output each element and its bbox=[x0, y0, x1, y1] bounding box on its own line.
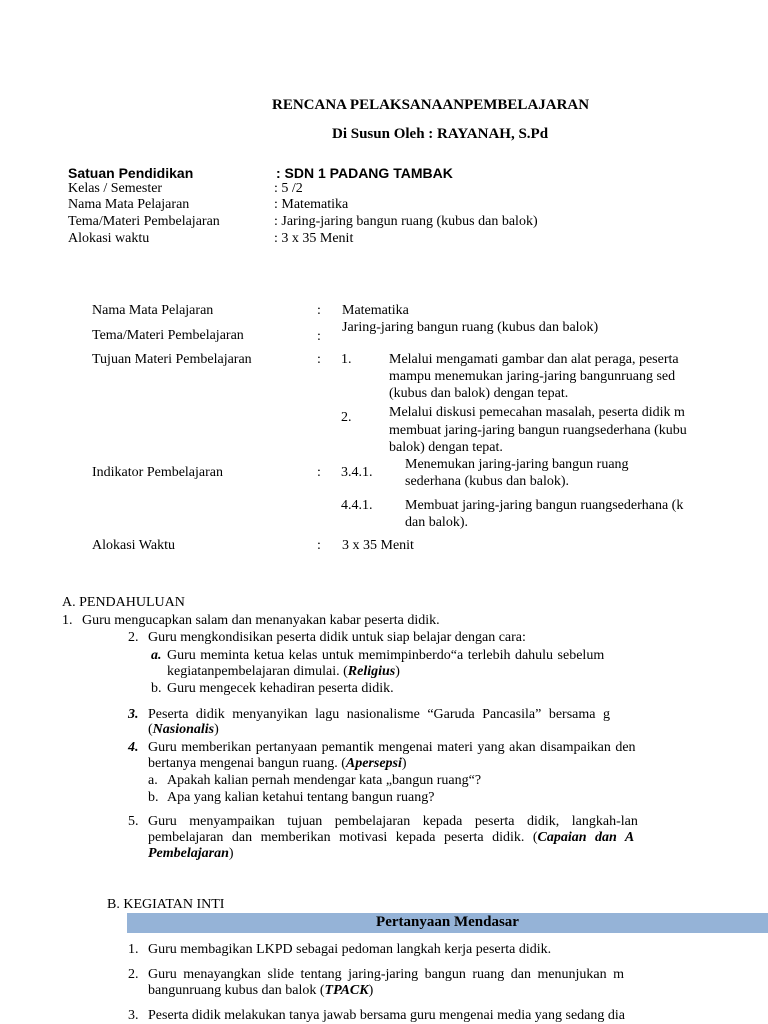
indicator-number: 4.4.1. bbox=[341, 498, 373, 513]
character-tag: Capaian dan A bbox=[537, 830, 635, 845]
section-band bbox=[127, 913, 768, 933]
character-tag: Nasionalis bbox=[152, 722, 215, 737]
indicator-line: Membuat jaring-jaring bangun ruangsederhana (k bbox=[405, 498, 684, 513]
detail-colon: : bbox=[317, 303, 321, 318]
list-item: Peserta didik melakukan tanya jawab bersama guru mengenai media yang sedang dia bbox=[148, 1008, 625, 1023]
goal-number: 1. bbox=[341, 352, 352, 367]
indicator-line: Menemukan jaring-jaring bangun ruang bbox=[405, 457, 629, 472]
identity-label-subject: Nama Mata Pelajaran bbox=[68, 197, 190, 212]
goal-line: membuat jaring-jaring bangun ruangsederhana (kubu bbox=[389, 423, 687, 438]
character-tag: TPACK bbox=[324, 983, 369, 998]
list-letter: a. bbox=[148, 773, 158, 788]
identity-label-theme: Tema/Materi Pembelajaran bbox=[68, 214, 220, 229]
detail-theme-value: Jaring-jaring bangun ruang (kubus dan balok) bbox=[342, 320, 599, 335]
goal-line: Melalui diskusi pemecahan masalah, peserta didik m bbox=[389, 405, 685, 420]
goal-line: balok) dengan tepat. bbox=[389, 440, 503, 455]
list-item: Apakah kalian pernah mendengar kata „bangun ruang“? bbox=[167, 773, 482, 788]
list-number: 2. bbox=[128, 630, 139, 645]
document-title: RENCANA PELAKSANAANPEMBELAJARAN bbox=[272, 97, 590, 113]
character-tag: Religius bbox=[347, 664, 396, 679]
list-item: Guru menayangkan slide tentang jaring-jaring bangun ruang dan menunjukan m bbox=[148, 967, 625, 982]
list-number: 1. bbox=[128, 942, 139, 957]
list-item: Guru memberikan pertanyaan pemantik mengenai materi yang akan disampaikan den bbox=[148, 740, 636, 755]
goal-line: (kubus dan balok) dengan tepat. bbox=[389, 386, 569, 401]
list-number: 5. bbox=[128, 814, 139, 829]
detail-time-label: Alokasi Waktu bbox=[92, 538, 175, 553]
list-item: Guru mengucapkan salam dan menanyakan kabar peserta didik. bbox=[82, 613, 440, 628]
list-number: 4. bbox=[128, 740, 139, 755]
list-item: Guru meminta ketua kelas untuk memimpinberdo“a terlebih dahulu sebelum bbox=[167, 648, 605, 663]
goal-line: Melalui mengamati gambar dan alat peraga, peserta bbox=[389, 352, 679, 367]
section-heading-kegiatan-inti: B. KEGIATAN INTI bbox=[107, 897, 225, 912]
list-item: Pembelajaran) bbox=[148, 846, 234, 861]
list-number: 1. bbox=[62, 613, 73, 628]
indicator-line: sederhana (kubus dan balok). bbox=[405, 474, 570, 489]
identity-label-school: Satuan Pendidikan bbox=[68, 165, 194, 181]
character-tag: Pembelajaran bbox=[148, 846, 229, 861]
identity-label-time: Alokasi waktu bbox=[68, 231, 150, 246]
list-number: 3. bbox=[128, 707, 139, 722]
detail-colon: : bbox=[317, 352, 321, 367]
detail-theme-label: Tema/Materi Pembelajaran bbox=[92, 328, 244, 343]
goal-line: mampu menemukan jaring-jaring bangunruang sed bbox=[389, 369, 676, 384]
identity-value-theme: : Jaring-jaring bangun ruang (kubus dan balok) bbox=[274, 214, 538, 229]
detail-subject-value: Matematika bbox=[342, 303, 409, 318]
list-number: 3. bbox=[128, 1008, 139, 1023]
identity-value-subject: : Matematika bbox=[274, 197, 349, 212]
detail-time-value: 3 x 35 Menit bbox=[342, 538, 414, 553]
list-item: Guru mengkondisikan peserta didik untuk siap belajar dengan cara: bbox=[148, 630, 526, 645]
list-letter: b. bbox=[148, 790, 159, 805]
identity-value-class: : 5 /2 bbox=[274, 181, 303, 196]
identity-value-time: : 3 x 35 Menit bbox=[274, 231, 354, 246]
list-item: bangunruang kubus dan balok (TPACK) bbox=[148, 983, 374, 998]
goal-number: 2. bbox=[341, 410, 352, 425]
detail-indicator-label: Indikator Pembelajaran bbox=[92, 465, 224, 480]
detail-colon: : bbox=[317, 465, 321, 480]
indicator-number: 3.4.1. bbox=[341, 465, 373, 480]
detail-subject-label: Nama Mata Pelajaran bbox=[92, 303, 214, 318]
indicator-line: dan balok). bbox=[405, 515, 468, 530]
list-item: Guru menyampaikan tujuan pembelajaran kepada peserta didik, langkah-lan bbox=[148, 814, 638, 829]
list-item: Apa yang kalian ketahui tentang bangun ruang? bbox=[167, 790, 435, 805]
identity-value-school: : SDN 1 PADANG TAMBAK bbox=[276, 165, 453, 181]
list-item: kegiatanpembelajaran dimulai. (Religius) bbox=[167, 664, 400, 679]
section-heading-pendahuluan: A. PENDAHULUAN bbox=[62, 595, 185, 610]
detail-goal-label: Tujuan Materi Pembelajaran bbox=[92, 352, 252, 367]
list-item: Peserta didik menyanyikan lagu nasionalisme “Garuda Pancasila” bersama g bbox=[148, 707, 610, 722]
identity-label-class: Kelas / Semester bbox=[68, 181, 163, 196]
detail-colon: : bbox=[317, 538, 321, 553]
list-item: Guru mengecek kehadiran peserta didik. bbox=[167, 681, 394, 696]
list-item: bertanya mengenai bangun ruang. (Apersepsi) bbox=[148, 756, 407, 771]
list-item: Guru membagikan LKPD sebagai pedoman langkah kerja peserta didik. bbox=[148, 942, 552, 957]
list-letter: a. bbox=[151, 648, 162, 663]
character-tag: Apersepsi bbox=[345, 756, 402, 771]
list-item: (Nasionalis) bbox=[148, 722, 219, 737]
document-author: Di Susun Oleh : RAYANAH, S.Pd bbox=[332, 126, 549, 142]
band-title: Pertanyaan Mendasar bbox=[376, 914, 519, 930]
list-number: 2. bbox=[128, 967, 139, 982]
list-item: pembelajaran dan memberikan motivasi kepada peserta didik. (Capaian dan A bbox=[148, 830, 635, 845]
detail-colon: : bbox=[317, 329, 321, 344]
list-letter: b. bbox=[151, 681, 162, 696]
